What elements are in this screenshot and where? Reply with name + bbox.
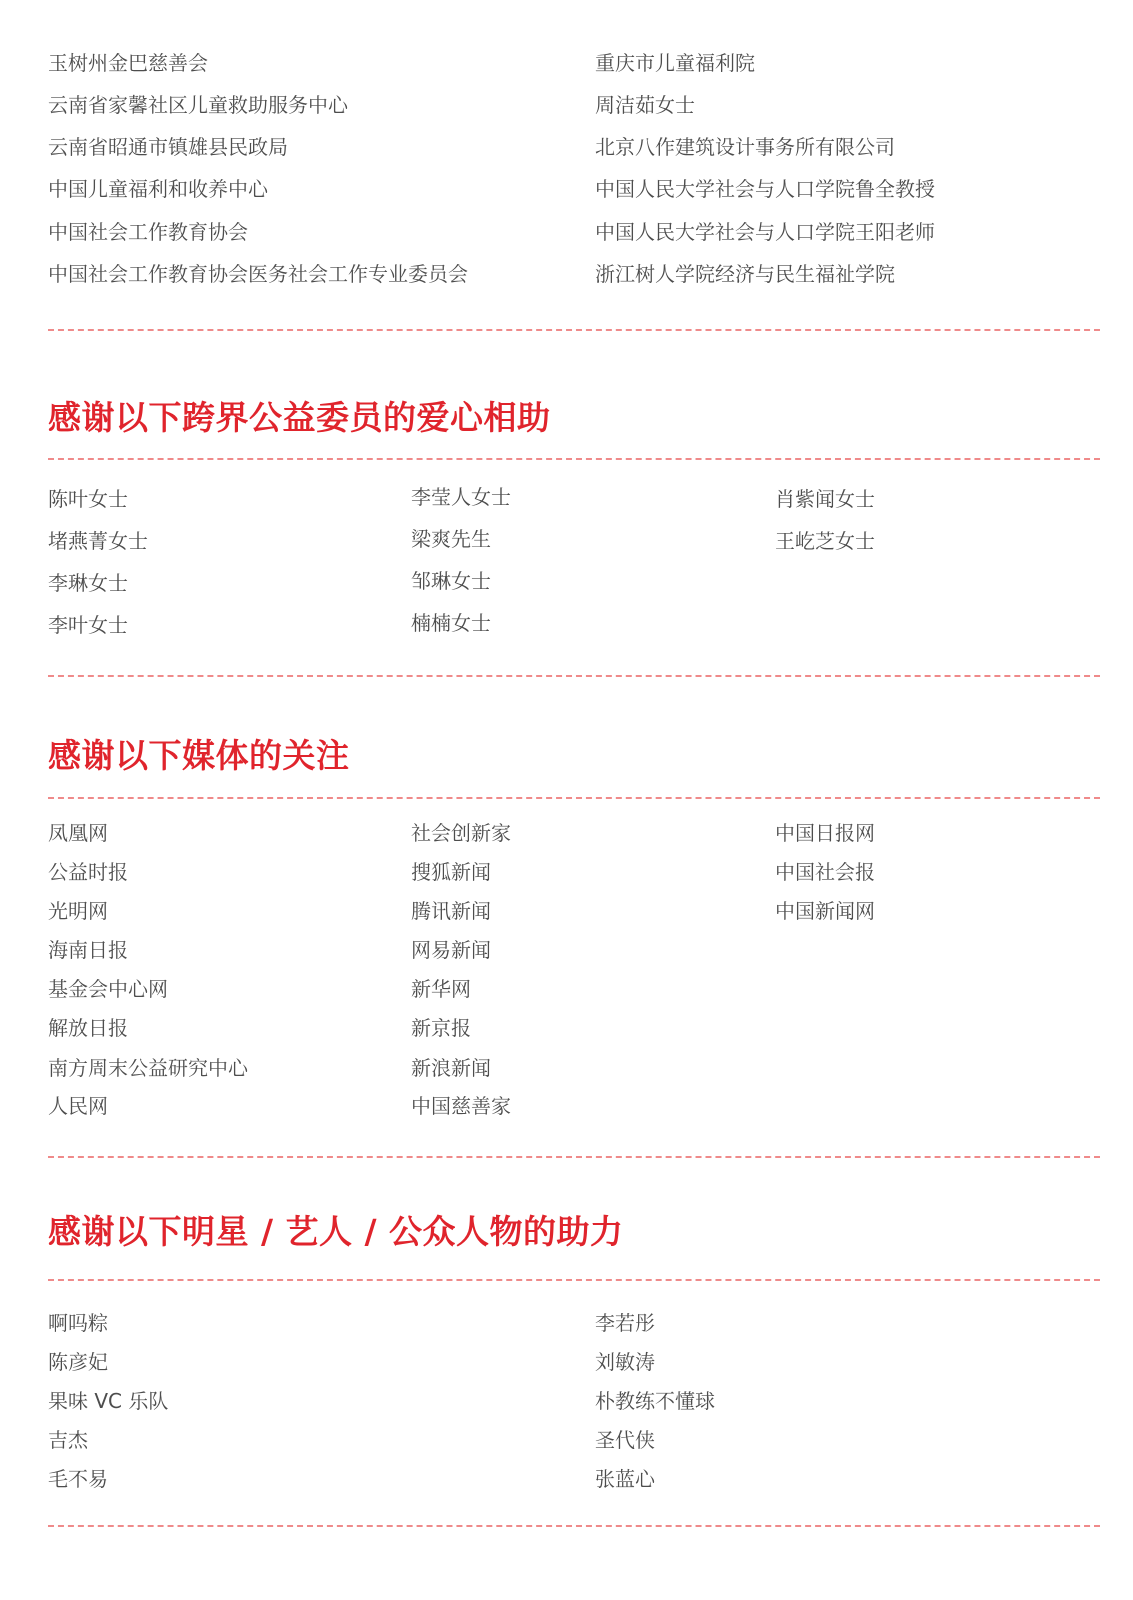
list-item: 李若彤: [595, 1311, 655, 1335]
list-item: 中国日报网: [775, 821, 875, 845]
section-divider: [48, 675, 1100, 677]
list-item: 云南省昭通市镇雄县民政局: [48, 135, 288, 159]
list-item: 刘敏涛: [595, 1350, 655, 1374]
media-heading: 感谢以下媒体的关注: [48, 736, 350, 775]
section-divider: [48, 1525, 1100, 1527]
list-item: 搜狐新闻: [411, 860, 491, 884]
list-item: 南方周末公益研究中心: [48, 1056, 248, 1080]
list-item: 玉树州金巴慈善会: [48, 51, 208, 75]
list-item: 果味 VC 乐队: [48, 1389, 169, 1413]
section-divider: [48, 329, 1100, 331]
list-item: 浙江树人学院经济与民生福祉学院: [595, 262, 895, 286]
list-item: 解放日报: [48, 1016, 128, 1040]
list-item: 李莹人女士: [411, 485, 511, 509]
list-item: 腾讯新闻: [411, 899, 491, 923]
list-item: 新华网: [411, 977, 471, 1001]
list-item: 王屹芝女士: [775, 529, 875, 553]
list-item: 云南省家馨社区儿童救助服务中心: [48, 93, 348, 117]
list-item: 凤凰网: [48, 821, 108, 845]
list-item: 啊吗粽: [48, 1311, 108, 1335]
celebrities-heading: 感谢以下明星 / 艺人 / 公众人物的助力: [48, 1212, 624, 1251]
list-item: 中国社会工作教育协会: [48, 220, 248, 244]
list-item: 毛不易: [48, 1467, 108, 1491]
list-item: 楠楠女士: [411, 611, 491, 635]
committee-heading: 感谢以下跨界公益委员的爱心相助: [48, 398, 551, 437]
list-item: 吉杰: [48, 1428, 88, 1452]
list-item: 堵燕菁女士: [48, 529, 148, 553]
list-item: 社会创新家: [411, 821, 511, 845]
list-item: 网易新闻: [411, 938, 491, 962]
list-item: 中国慈善家: [411, 1094, 511, 1118]
section-divider: [48, 458, 1100, 460]
list-item: 朴教练不懂球: [595, 1389, 715, 1413]
list-item: 中国社会报: [775, 860, 875, 884]
list-item: 李叶女士: [48, 613, 128, 637]
list-item: 肖紫闻女士: [775, 487, 875, 511]
section-divider: [48, 1279, 1100, 1281]
list-item: 新浪新闻: [411, 1056, 491, 1080]
list-item: 海南日报: [48, 938, 128, 962]
list-item: 陈叶女士: [48, 487, 128, 511]
list-item: 周洁茹女士: [595, 93, 695, 117]
list-item: 梁爽先生: [411, 527, 491, 551]
list-item: 张蓝心: [595, 1467, 655, 1491]
list-item: 人民网: [48, 1094, 108, 1118]
list-item: 北京八作建筑设计事务所有限公司: [595, 135, 895, 159]
list-item: 中国社会工作教育协会医务社会工作专业委员会: [48, 262, 468, 286]
section-divider: [48, 797, 1100, 799]
list-item: 邹琳女士: [411, 569, 491, 593]
list-item: 公益时报: [48, 860, 128, 884]
list-item: 中国人民大学社会与人口学院鲁全教授: [595, 177, 935, 201]
list-item: 新京报: [411, 1016, 471, 1040]
list-item: 中国新闻网: [775, 899, 875, 923]
list-item: 陈彦妃: [48, 1350, 108, 1374]
section-divider: [48, 1156, 1100, 1158]
list-item: 圣代侠: [595, 1428, 655, 1452]
list-item: 中国儿童福利和收养中心: [48, 177, 268, 201]
list-item: 李琳女士: [48, 571, 128, 595]
list-item: 中国人民大学社会与人口学院王阳老师: [595, 220, 935, 244]
list-item: 重庆市儿童福利院: [595, 51, 755, 75]
list-item: 基金会中心网: [48, 977, 168, 1001]
list-item: 光明网: [48, 899, 108, 923]
